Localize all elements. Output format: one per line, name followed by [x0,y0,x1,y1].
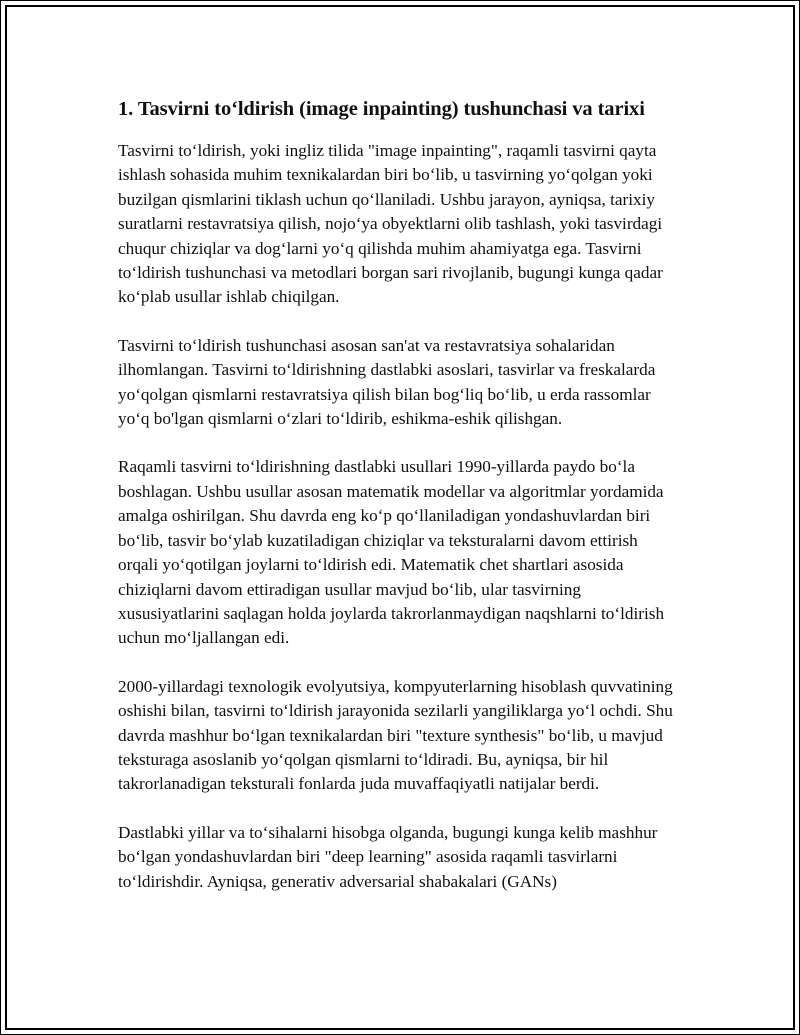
section-heading: 1. Tasvirni to‘ldirish (image inpainting) tushunchasi va tarixi [118,98,645,120]
paragraph-4: 2000-yillardagi texnologik evolyutsiya, kompyuterlarning hisoblash quvvatining oshishi bilan, tasvirni to‘ldirish jarayonida sezilarli yangiliklarga yo‘l ochdi. Shu davrda mashhur bo‘lgan texnikalardan biri "texture synthesis" bo‘lib, u mavjud teksturaga asoslanib yo‘qolgan qismlarni to‘ldiradi. Bu, ayniqsa, bir hil takrorlanadigan teksturali fonlarda juda muvaffaqiyatli natijalar berdi. [118,676,673,794]
paragraph-2: Tasvirni to‘ldirish tushunchasi asosan san'at va restavratsiya sohalaridan ilhomlangan. Tasvirni to‘ldirishning dastlabki asoslari, tasvirlar va freskalarda yo‘qolgan qismlarni restavratsiya qilish bilan bog‘liq bo‘lib, u erda rassomlar yo‘q bo'lgan qismlarni o‘zlari to‘ldirib, eshikma-eshik qilishgan. [118,335,656,429]
document-body [118,95,678,918]
paragraph-1: Tasvirni to‘ldirish, yoki ingliz tilida "image inpainting", raqamli tasvirni qayta ishlash sohasida muhim texnikalardan biri bo‘lib, u tasvirning yo‘qolgan yoki buzilgan qismlarini tiklash uchun qo‘llaniladi. Ushbu jarayon, ayniqsa, tarixiy suratlarni restavratsiya qilish, nojo‘ya obyektlarni olib tashlash, yoki tasvirdagi chuqur chiziqlar va dog‘larni yo‘q qilishda muhim ahamiyatga ega. Tasvirni to‘ldirish tushunchasi va metodlari borgan sari rivojlanib, bugungi kunga qadar ko‘plab usullar ishlab chiqilgan. [118,141,663,307]
paragraph-5: Dastlabki yillar va to‘sihalarni hisobga olganda, bugungi kunga kelib mashhur bo‘lgan yondashuvlardan biri "deep learning" asosida raqamli tasvirlarni to‘ldirishdir. Ayniqsa, generativ adversarial shabakalari (GANs) [118,822,658,891]
paragraph-3: Raqamli tasvirni to‘ldirishning dastlabki usullari 1990-yillarda paydo bo‘la boshlagan. Ushbu usullar asosan matematik modellar va algoritmlar yordamida amalga oshirilgan. Shu davrda eng ko‘p qo‘llaniladigan yondashuvlardan biri bo‘lib, tasvir bo‘ylab kuzatiladigan chiziqlar va teksturalarni davom ettirish orqali yo‘qotilgan joylarni to‘ldirish edi. Matematik chet shartlari asosida chiziqlarni davom ettiradigan usullar mavjud bo‘lib, ular tasvirning xususiyatlarini saqlagan holda joylarda takrorlanmaydigan naqshlarni to‘ldirish uchun mo‘ljallangan edi. [118,457,665,648]
